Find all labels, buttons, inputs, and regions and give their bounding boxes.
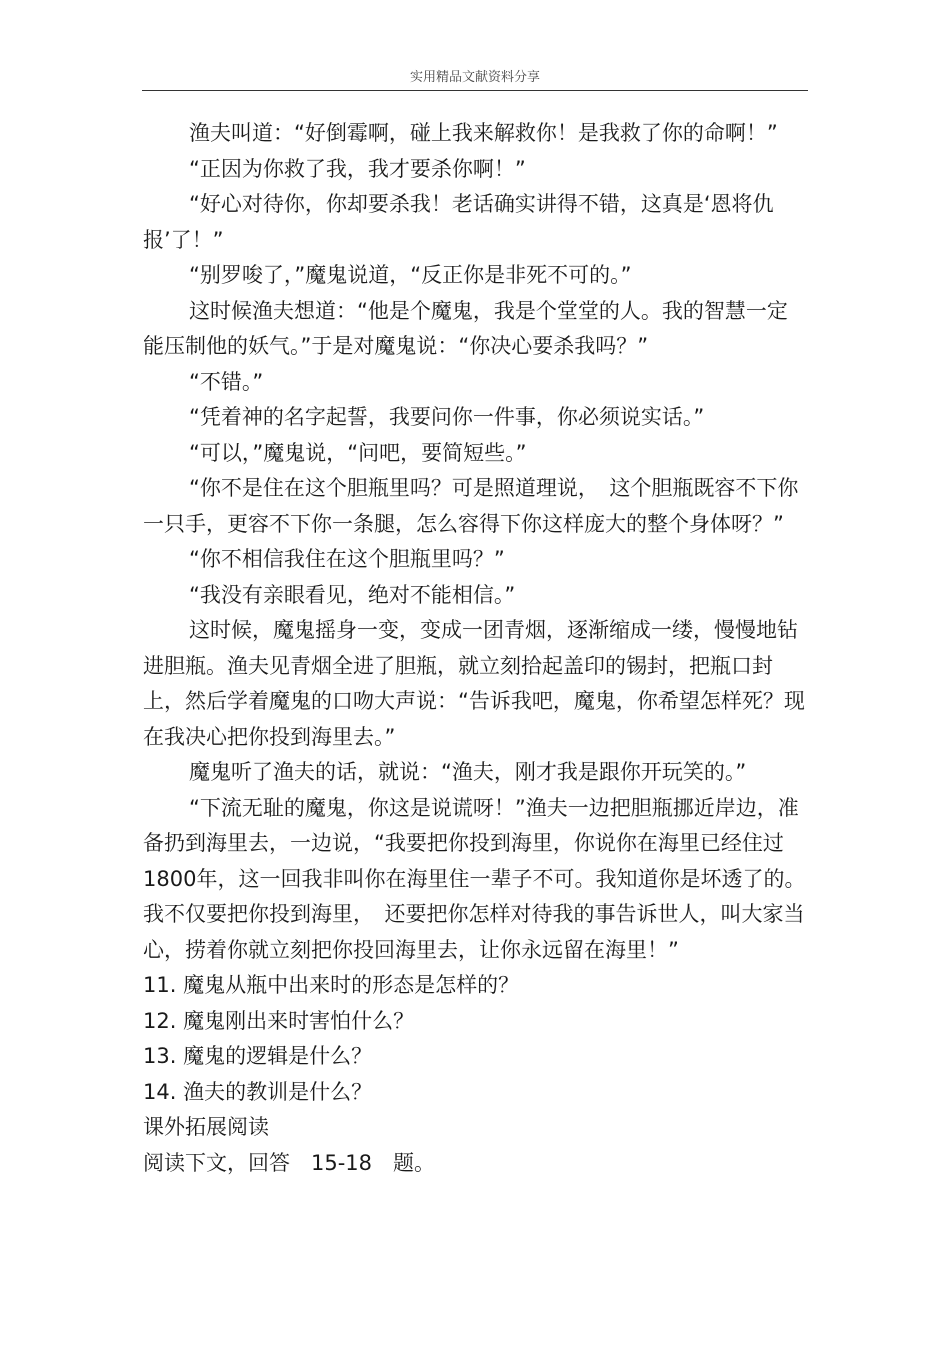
paragraph: “你不是住在这个胆瓶里吗？可是照道理说， 这个胆瓶既容不下你一只手，更容不下你一条腿，怎么容得下你这样庞大的整个身体呀？”: [143, 476, 799, 536]
paragraph: 这时候渔夫想道：“他是个魔鬼，我是个堂堂的人。我的智慧一定能压制他的妖气。”于是对魔鬼说：“你决心要杀我吗？”: [143, 298, 788, 358]
paragraph: “别罗唆了，”魔鬼说道，“反正你是非死不可的。”: [189, 263, 632, 287]
paragraph: 魔鬼听了渔夫的话，就说：“渔夫，刚才我是跟你开玩笑的。”: [189, 760, 747, 784]
paragraph: “凭着神的名字起誓，我要问你一件事，你必须说实话。”: [189, 405, 705, 429]
paragraph: “你不相信我住在这个胆瓶里吗？”: [189, 547, 505, 571]
paragraph: “正因为你救了我，我才要杀你啊！”: [189, 156, 526, 181]
paragraph: “我没有亲眼看见，绝对不能相信。”: [189, 582, 516, 607]
section-instruction: 阅读下文，回答 15-18 题。: [143, 1150, 436, 1175]
paragraph: “好心对待你，你却要杀我！老话确实讲得不错，这真是‘恩将仇报’了！”: [143, 192, 774, 252]
paragraph: “下流无耻的魔鬼，你这是说谎呀！”渔夫一边把胆瓶挪近岸边，准备扔到海里去，一边说，“我要把你投到海里，你说你在海里已经住过 1800年，这一回我非叫你在海里住一辈子不可。我知道你是坏透了的。我不仅要把你投到海里， 还要把你怎样对待我的事告诉世人，叫大家当心，捞着你就立刻把你投回海里去，让你永远留在海里！”: [143, 795, 806, 962]
page-header: [142, 60, 808, 91]
section-title: 课外拓展阅读: [143, 1115, 269, 1139]
paragraph: 这时候，魔鬼摇身一变，变成一团青烟，逐渐缩成一缕，慢慢地钻进胆瓶。渔夫见青烟全进了胆瓶，就立刻拾起盖印的锡封，把瓶口封上，然后学着魔鬼的口吻大声说：“告诉我吧，魔鬼，你希望怎样死？现在我决心把你投到海里去。”: [143, 618, 805, 749]
question-11: 11. 魔鬼从瓶中出来时的形态是怎样的？: [143, 973, 520, 997]
paragraph: “不错。”: [189, 369, 264, 394]
paragraph: “可以，”魔鬼说，“问吧，要简短些。”: [189, 440, 527, 465]
document-body: [143, 116, 808, 1181]
question-14: 14. 渔夫的教训是什么？: [143, 1079, 373, 1104]
question-13: 13. 魔鬼的逻辑是什么？: [143, 1044, 373, 1068]
paragraph: 渔夫叫道：“好倒霉啊，碰上我来解救你！是我救了你的命啊！”: [189, 121, 778, 145]
question-12: 12. 魔鬼刚出来时害怕什么？: [143, 1008, 415, 1033]
header-title: 实用精品文献资料分享: [409, 70, 540, 85]
